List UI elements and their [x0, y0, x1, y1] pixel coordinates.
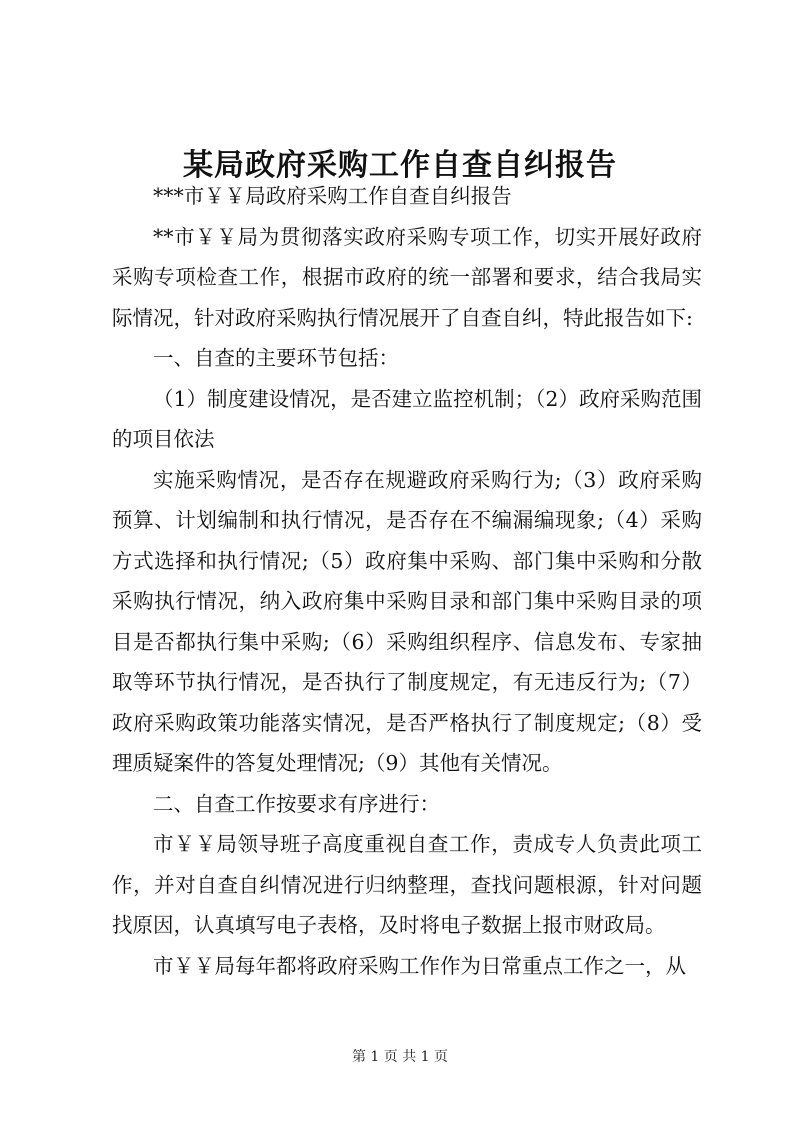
closing-paragraph: 市￥￥局每年都将政府采购工作作为日常重点工作之一，从: [153, 953, 686, 978]
checklist-paragraph-2: 实施采购情况，是否存在规避政府采购行为;（3）政府采购预算、计划编制和执行情况，是否存在不编漏编现象;（4）采购方式选择和执行情况;（5）政府集中采购、部门集中采购和分散采购执行情况，纳入政府集中采购目录和部门集中采购目录的项目是否都执行集中采购;（6）采购组织程序、信息发布、专家抽取等环节执行情况，是否执行了制度规定，有无违反行为;（7）政府采购政策功能落实情况，是否严格执行了制度规定;（8）受理质疑案件的答复处理情况;（9）其他有关情况。: [112, 467, 702, 775]
work-paragraph: 市￥￥局领导班子高度重视自查工作，责成专人负责此项工作，并对自查自纠情况进行归纳整理，查找问题根源，针对问题找原因，认真填写电子表格，及时将电子数据上报市财政局。: [112, 832, 702, 937]
subtitle-paragraph: ***市￥￥局政府采购工作自查自纠报告: [153, 184, 512, 208]
section-heading-2: 二、自查工作按要求有序进行：: [153, 791, 440, 816]
document-title: 某局政府采购工作自查自纠报告: [183, 148, 617, 183]
intro-paragraph: **市￥￥局为贯彻落实政府采购专项工作，切实开展好政府采购专项检查工作，根据市政府的统一部署和要求，结合我局实际情况，针对政府采购执行情况展开了自查自纠，特此报告如下:: [112, 224, 702, 330]
page-footer: 第 1 页 共 1 页: [351, 1049, 449, 1065]
document-body: [112, 176, 702, 986]
checklist-paragraph-1: （1）制度建设情况，是否建立监控机制；（2）政府采购范围的项目依法: [112, 386, 702, 451]
section-heading-1: 一、自查的主要环节包括：: [153, 346, 399, 370]
